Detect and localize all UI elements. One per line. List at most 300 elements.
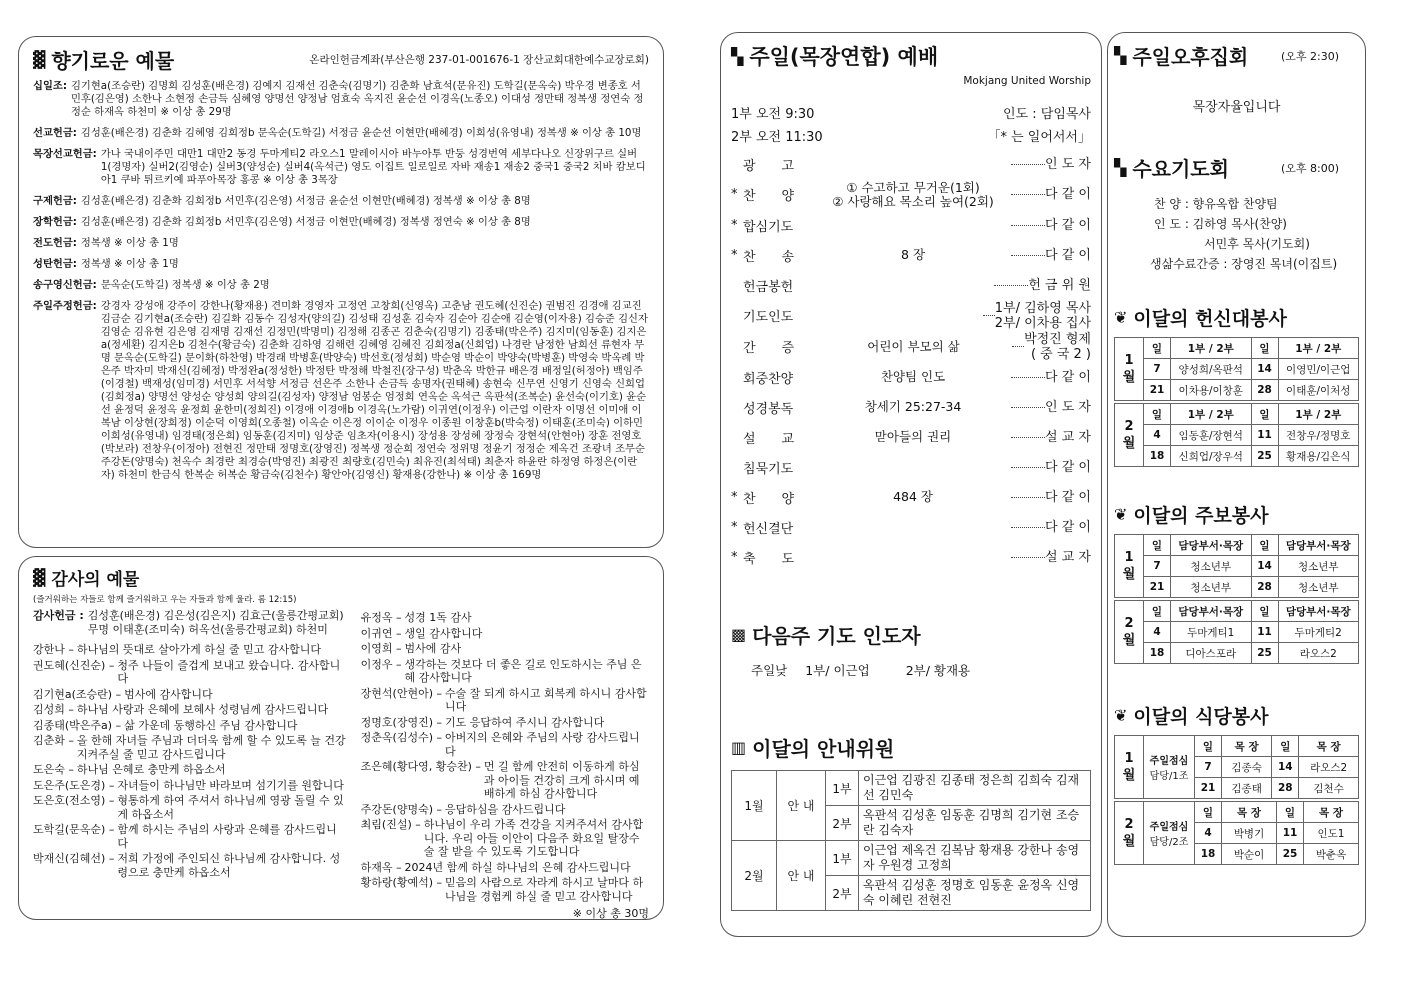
offering-label: 주일주정헌금: [33,300,97,312]
thanks-entry [361,611,649,625]
order-person: 헌 금 위 원 [1028,277,1091,293]
offering-label: 구제헌금: [33,195,77,207]
offering-names: 김성훈(배은경) 김춘화 김희정b 서민후(김은영) 서정금 윤순선 이현만(배혜경) 정복생 ※ 이상 총 8명 [80,195,531,207]
guide-role: 안 내 [777,771,826,841]
thanks-name: 이귀연 – [360,626,402,640]
assignee-cell: 라오스2 [1299,757,1359,778]
thanks-entry [33,659,347,686]
thanks-entry [33,823,347,850]
next-prayer-1: 1부/ 이근업 [805,663,870,678]
assignee-cell: 청소년부 [1278,577,1359,598]
assignee-cell: 황재용/김은식 [1278,446,1359,467]
order-line [731,210,1091,240]
next-prayer-2: 2부/ 황재용 [905,663,971,678]
header-cell: 일 [1251,535,1278,556]
month-cell: 2 월 [1115,404,1144,467]
header-cell: 일 [1144,338,1171,359]
order-name: 합심기도 [743,219,794,235]
order-line [731,362,1091,392]
thanks-name: 황하랑(황예석) – [360,876,442,889]
thanks-name: 정춘옥(김성수) – [360,731,442,744]
day-cell: 14 [1272,757,1299,778]
order-line [731,149,1091,179]
day-cell: 4 [1144,622,1171,643]
offering-title: ▓ 향기로운 예물 [33,49,175,73]
wednesday-leader-2: 서민후 목사(기도회) [1204,237,1310,251]
assignee-cell: 김종태 [1222,778,1272,799]
day-cell: 21 [1195,778,1222,799]
assignee-cell: 청소년부 [1171,577,1252,598]
thanks-text: 삶 가운데 동행하신 주님 감사합니다 [124,718,298,732]
checker-icon: ▚ [1114,158,1127,177]
thanks-name: 김기현a(조승란) – [33,687,122,701]
order-star: * [731,489,738,505]
thanks-name: 유정옥 – [360,611,402,624]
dotted-leader [1011,225,1045,226]
assignee-cell: 김천수 [1299,778,1359,799]
worship-time-1: 1부 오전 9:30 [731,107,815,122]
day-cell: 21 [1144,380,1171,401]
offering-label: 장학헌금: [33,216,77,228]
dotted-leader [1011,557,1045,558]
order-star: * [731,247,738,263]
thanks-text: 아버지의 은혜와 주님의 사랑 감사드립니다 [445,731,640,758]
order-person: 박정진 형제 ( 중 국 2 ) [1024,331,1091,362]
thanks-entry [33,688,347,702]
header-cell: 목 장 [1304,802,1359,823]
offering-item [33,195,649,208]
order-person: 다 같 이 [1045,247,1091,263]
thanks-name: 이영희 – [360,642,402,655]
day-cell: 28 [1251,380,1278,401]
assignee-cell: 양성희/옥판석 [1171,359,1252,380]
thanks-name: 박재신(김혜선) – [33,852,115,865]
order-name: 헌금봉헌 [743,279,794,295]
dotted-leader [1012,346,1024,347]
order-name: 찬 양 [743,491,795,507]
order-name: 침묵기도 [743,461,794,477]
offering-item [33,258,649,271]
day-cell: 18 [1195,844,1222,865]
order-person: 다 같 이 [1045,459,1091,475]
order-name: 회중찬양 [743,371,794,387]
dotted-leader [1011,467,1045,468]
header-cell: 일 [1251,338,1278,359]
guide-row [732,771,1091,806]
vertical-bars-icon: ▥ [731,738,747,757]
order-person: 다 같 이 [1045,217,1091,233]
thanks-entry [33,719,347,733]
header-cell: 1부 / 2부 [1278,404,1359,425]
order-star: * [731,549,738,565]
assignee-cell: 전창우/정명호 [1278,425,1359,446]
thanks-text: 믿음의 사람으로 자라게 하시고 날마다 하나님을 경험케 하실 줄 믿고 감사합니다 [445,876,644,903]
meal-label: 주일점심 담당/1조 [1144,736,1195,799]
worship-stand-note: 「* 는 일어서서」 [987,130,1091,145]
day-cell: 28 [1272,778,1299,799]
guide-month: 2월 [732,841,777,911]
offering-panel [18,36,664,548]
header-cell: 담당부서·목장 [1278,535,1359,556]
offering-names: 정복생 ※ 이상 총 1명 [80,258,179,270]
offering-label: 목장선교헌금: [33,148,97,160]
worship-time-2: 2부 오전 11:30 [731,130,823,145]
order-line [731,179,1091,210]
thanks-name: 도학길(문옥순) – [33,823,115,836]
header-cell: 일 [1144,601,1171,622]
month-cell: 1 월 [1115,736,1144,799]
day-cell: 25 [1251,643,1278,664]
month-table [1114,600,1359,664]
guide-part: 1부 [826,841,859,876]
header-cell: 1부 / 2부 [1171,338,1252,359]
thanks-name: 도은숙 – [33,763,74,776]
day-cell: 7 [1144,359,1171,380]
header-cell: 일 [1195,802,1222,823]
thanks-text: 형통하게 하여 주셔서 하나님께 영광 돌릴 수 있게 하옵소서 [117,794,344,821]
diagonal-hatch-icon: ▩ [731,625,747,644]
worship-order [731,149,1091,572]
dotted-leader [983,315,995,316]
offering-item [33,127,649,140]
thanks-text: 하나님의 뜻대로 살아가게 하실 줄 믿고 감사합니다 [76,643,321,656]
day-cell: 11 [1251,425,1278,446]
thanks-name: 조은혜(황다영, 황승찬) – [360,760,481,773]
thanks-entry [361,803,649,817]
worship-leader: 인도 : 담임목사 [1003,107,1091,122]
thanks-text: 함께 하시는 주님의 사랑과 은혜를 감사드립니다 [117,823,337,850]
offering-label: 전도헌금: [33,237,77,249]
assignee-cell: 김종숙 [1222,757,1272,778]
thanks-entry [33,852,347,879]
month-cell: 1 월 [1115,535,1144,598]
order-line [731,300,1091,331]
offering-names: 김성훈(배은경) 김춘화 김혜영 김희정b 문옥순(도학길) 서정금 윤순선 이현만(배혜경) 이희성(유영내) 정복생 ※ 이상 총 10명 [80,127,642,139]
assignee-cell: 박병기 [1222,823,1277,844]
month-table [1114,735,1359,799]
thanks-entry [33,779,347,793]
thanks-text: 올 한해 자녀들 주님과 더더욱 함께 할 수 있도록 늘 건강 지켜주실 줄 믿고 감사드립니다 [76,734,346,761]
month-table [1114,534,1359,598]
thanks-text: 하나님 사랑과 은혜에 보혜사 성령님께 감사드립니다 [76,703,329,716]
thanks-entry [33,763,347,777]
order-line [731,240,1091,270]
dedication-title: ❦ 이달의 헌신대봉사 [1114,308,1287,330]
wednesday-testimony: 생삶수료간증 : 장영진 목녀(이집트) [1150,257,1338,271]
dotted-leader [1011,164,1045,165]
order-line [731,422,1091,452]
order-content: 484 장 [893,489,933,504]
thanks-entry [361,760,649,801]
thanks-name: 장현석(안현아) – [360,686,442,700]
thanks-name: 김성희 – [33,703,74,716]
month-cell: 2 월 [1115,802,1144,865]
assignee-cell: 이차용/이창훈 [1171,380,1252,401]
offering-item [33,300,649,482]
thanks-name: 정명호(장영진) – [360,715,442,729]
thanks-text: 자녀들이 하나님만 바라보며 섬기기를 원합니다 [117,778,344,792]
assignee-cell: 이태훈/이처성 [1278,380,1359,401]
assignee-cell: 디아스포라 [1171,643,1252,664]
checker-icon: ▚ [731,46,744,66]
afternoon-title: ▚ 주일오후집회 [1114,45,1249,69]
clover-icon: ❦ [1114,706,1128,725]
order-name: 헌신결단 [743,521,794,537]
thanks-verse: (즐거워하는 자들로 함께 즐거워하고 우는 자들과 함께 울라. 롬 12:15) [33,595,297,605]
header-cell: 담당부서·목장 [1171,601,1252,622]
dotted-leader [1011,497,1045,498]
thanks-name: 권도혜(신진순) – [33,658,115,672]
thanks-total: ※ 이상 총 30명 [572,907,649,920]
dotted-leader [994,285,1028,286]
thanks-name: 주강돈(양명숙) – [360,802,442,816]
worship-subtitle: Mokjang United Worship [963,75,1091,87]
worship-title: ▚ 주일(목장연합) 예배 [731,45,939,69]
afternoon-time: (오후 2:30) [1280,49,1339,63]
order-name: 찬 송 [743,249,795,265]
day-cell: 21 [1144,577,1171,598]
offering-names: 가나 국내이주민 대만1 대만2 동경 두마게티2 라오스1 말레이시아 바누아투 반둥 성경번역 세부다나오 신장위구르 실버1(경명자) 실버2(김영순) 실버3(양성순) 실버4(옥석근) 영도 이집트 일로일로 자바 재송1 재송2 중국1 중국2 치바 캄보디아1 쿠바 튀르키예 파푸아목장 홍콩 ※ 이상 총 3목장 [100,148,646,186]
header-cell: 일 [1251,601,1278,622]
assignee-cell: 인도1 [1304,823,1359,844]
order-name: 간 증 [743,341,795,356]
right-panel [1107,32,1366,937]
assignee-cell: 두마게티2 [1278,622,1359,643]
thanks-head-label: 감사헌금 : [33,609,84,622]
day-cell: 14 [1251,359,1278,380]
thanks-text: 성경 1독 감사 [404,611,472,624]
order-line [731,392,1091,422]
day-cell: 11 [1277,823,1304,844]
afternoon-text: 목장자율입니다 [1192,100,1281,115]
offering-names: 강경자 강성애 강주이 강한나(황재용) 견미화 경영자 고정연 고창희(신영옥) 고춘남 권도혜(신진순) 권범진 김경애 김교진 김금순 김기현a(조승란) 김길화 김동수 김성자(양의길) 김성태 김성훈 김숙자 김순아 김순애 김순영(이자용) 김승준 김신자 김영순 김유현 김은영 김재명 김재선 김정민(박명미) 김정해 김종곤 김춘숙(김명기) 김종태(박은주) 김지미(임동훈) 김지은a(정세환) 김지은b 김천수(황금숙) 김춘화 김하영 김해련 김혜영 김혜진 김희정a(신희업) 나경란 남정한 남희선 류현자 무명 문옥순(도학길) 문이화(하찬영) 박경래 박병훈(박양숙) 박선호(정성희) 박순영 박순이 박양숙(박병훈) 박영숙 박옥례 박은주 박자미 박재신(김혜정) 박정완a(정성한) 박정탄 박정해 박철진(장구성) 박춘옥 박한규 배은경 배정일(허정아) 백임주(이경철) 백재성(임미경) 서민후 서석향 서정금 선은주 소한나 손금득 송명자(권태혜) 송현숙 신무연 신영기 신영숙 신희업(김희정a) 양명선 양성순 양성희 양의길(김성자) 양정남 엄봉순 엄정희 연옥순 옥석근 옥판석(조복순) 윤선숙(이기호) 윤순선 윤정덕 윤정옥 윤정희 윤한미(정희진) 이경애 이경애b 이경옥(노가람) 이귀연(이정우) 이근업 이란자 이명선 이미애 이복남 이상현(장희정) 이순덕 이영희(오종철) 이옥순 이은정 이이순 이정우 이종원 이창훈b(박숙정) 이태훈(조미숙) 이하민 이희성(유영내) 임경태(정은희) 임동훈(김지미) 임상준 임초자(이용시) 장성용 장성혜 장정숙 장현석(안현아) 장훈 전영호(박보라) 전창우(이정아) 전현진 정만태 정명호(장영진) 정복생 정순희 정연숙 정위명 정윤기 정정순 제옥건 조광녀 조무순 주강돈(양명숙) 천옥수 최경란 최경승(박영진) 최광진 최량호(김민숙) 최유진(최석태) 최춘자 하윤란 하정영 하정은(이란자) 하천미 한금식 한복순 허복순 황금숙(김천수) 황안아(김영신) 황재용(강한나) ※ 이상 총 169명 [100,300,648,481]
account-info: 온라인헌금계좌(부산은행 237-01-001676-1 장산교회대한예수교장로회) [309,54,649,66]
guide-names: 이근업 제옥건 김복남 황재용 강한나 송영자 우원경 고정희 [859,841,1091,876]
offering-names: 김기현a(조승란) 김명희 김성훈(배은경) 김예지 김재선 김춘숙(김명기) 김춘화 남효석(문유진) 도학길(문옥숙) 박우경 변종호 서민후(김은영) 소한나 소현정 손금득 심혜영 양명선 양정남 엄효숙 옥지진 윤순선 이경옥(노종오) 이대성 정만태 정복생 정연숙 정정순 하재옥 하천미 ※ 이상 총 29명 [70,80,644,118]
offering-names: 김성훈(배은경) 김춘화 김희정b 서민후(김은영) 서정금 이현만(배혜경) 정복생 정연숙 ※ 이상 총 8명 [80,216,531,228]
order-content: 어린이 부모의 삶 [867,338,960,354]
thanks-entry [361,861,649,875]
order-person: 다 같 이 [1045,519,1091,535]
header-cell: 일 [1277,802,1304,823]
thanks-entry [33,794,347,821]
order-person: 설 교 자 [1045,429,1091,445]
header-cell: 목 장 [1222,736,1272,757]
guide-names: 옥판석 김성훈 임동훈 김명희 김기현 조승란 김숙자 [859,806,1091,841]
order-person: 설 교 자 [1045,549,1091,565]
guide-part: 2부 [826,806,859,841]
day-cell: 4 [1195,823,1222,844]
hatched-square-icon: ▓ [33,568,46,587]
thanks-text: 기도 응답하여 주시니 감사합니다 [445,715,605,729]
dotted-leader [1011,194,1045,195]
offering-item [33,237,649,250]
day-cell: 4 [1144,425,1171,446]
guide-part: 2부 [826,876,859,911]
assignee-cell: 두마게티1 [1171,622,1252,643]
order-person: 다 같 이 [1045,489,1091,505]
order-star: * [731,217,738,233]
thanks-entry [361,818,649,859]
thanks-right-column [361,609,649,921]
header-cell: 담당부서·목장 [1278,601,1359,622]
thanks-name: 강한나 – [33,643,74,656]
day-cell: 18 [1144,446,1171,467]
guide-title: ▥ 이달의 안내위원 [731,737,895,761]
dotted-leader [1011,527,1045,528]
assignee-cell: 박순이 [1222,844,1277,865]
wednesday-leader-1: 인 도 : 김하영 목사(찬양) [1154,217,1287,231]
order-content: 찬양팀 인도 [880,369,946,384]
assignee-cell: 신희업/장우석 [1171,446,1252,467]
header-cell: 일 [1272,736,1299,757]
offering-label: 선교헌금: [33,127,77,139]
day-cell: 14 [1251,556,1278,577]
day-cell: 18 [1144,643,1171,664]
offering-item [33,148,649,187]
thanks-text: 범사에 감사 [404,642,462,655]
header-cell: 목 장 [1222,802,1277,823]
offering-names: 정복생 ※ 이상 총 1명 [80,237,179,249]
header-cell: 담당부서·목장 [1171,535,1252,556]
hatched-square-icon: ▓ [33,50,46,69]
thanks-name: 이정우 – [360,657,402,671]
thanks-panel [18,556,664,920]
thanks-name: 김춘화 – [33,734,74,747]
day-cell: 11 [1251,622,1278,643]
next-prayer-day: 주일낮 [751,663,788,678]
guide-role: 안 내 [777,841,826,911]
thanks-text: 청주 나들이 즐겁게 보내고 왔습니다. 감사합니다 [117,658,341,685]
assignee-cell: 청소년부 [1278,556,1359,577]
offering-list [33,80,649,482]
offering-item [33,216,649,229]
offering-label: 성탄헌금: [33,258,77,270]
next-prayer-title: ▩ 다음주 기도 인도자 [731,624,921,648]
wednesday-praise: 찬 양 : 향유옥합 찬양팀 [1154,197,1278,211]
day-cell: 7 [1144,556,1171,577]
offering-item [33,80,649,119]
order-person: 다 같 이 [1045,369,1091,385]
thanks-name: 도은주(도은경) – [33,778,115,792]
thanks-text: 생각하는 것보다 더 좋은 길로 인도하시는 주님 은혜 감사합니다 [404,657,642,684]
thanks-entry [361,687,649,714]
order-name: 성경봉독 [743,401,794,417]
clover-icon: ❦ [1114,505,1128,524]
order-name: 광 고 [743,158,795,174]
thanks-entry [361,876,649,903]
thanks-text: 하나님 은혜로 충만케 하옵소서 [76,763,226,776]
header-cell: 일 [1144,404,1171,425]
thanks-name: 도은호(전소영) – [33,794,115,807]
month-table [1114,801,1359,865]
dotted-leader [1011,377,1045,378]
header-cell: 일 [1251,404,1278,425]
thanks-name: 하재옥 – [360,860,402,874]
thanks-head-text: 김성훈(배은경) 김은성(김은지) 김효근(울릉간평교회) 무명 이태훈(조미숙) 허옥선(울릉간평교회) 하천미 [87,609,344,636]
order-line [731,482,1091,512]
order-line [731,331,1091,362]
meal-title: ❦ 이달의 식당봉사 [1114,706,1269,728]
order-person: 1부/ 김하영 목사 2부/ 이차용 집사 [994,300,1091,331]
month-cell: 1 월 [1115,338,1144,401]
header-cell: 일 [1144,535,1171,556]
guide-part: 1부 [826,771,859,806]
thanks-entry [361,716,649,730]
assignee-cell: 박춘옥 [1304,844,1359,865]
thanks-entry [33,703,347,717]
order-content: ① 수고하고 무거운(1회) ② 사랑해요 목소리 높여(2회) [832,179,994,209]
order-person: 다 같 이 [1045,187,1091,202]
order-content: 맏아들의 권리 [874,429,952,444]
dotted-leader [1011,407,1045,408]
clover-icon: ❦ [1114,308,1128,327]
offering-names: 문옥순(도학길) 정복생 ※ 이상 총 2명 [100,279,270,291]
thanks-text: 저희 가정에 주인되신 하나님께 감사합니다. 성령으로 충만케 하옵소서 [117,852,341,879]
day-cell: 25 [1277,844,1304,865]
guide-table [731,770,1091,911]
thanks-text: 수술 잘 되게 하시고 회복케 하시니 감사합니다 [445,686,647,713]
order-name: 찬 양 [743,189,795,204]
day-cell: 28 [1251,577,1278,598]
order-name: 축 도 [743,551,795,567]
thanks-name: 최림(진설) – [360,818,421,831]
day-cell: 7 [1195,757,1222,778]
day-cell: 25 [1251,446,1278,467]
order-star: * [731,187,738,202]
assignee-cell: 청소년부 [1171,556,1252,577]
meal-label: 주일점심 담당/2조 [1144,802,1195,865]
order-name: 설 교 [743,431,795,447]
thanks-entry [33,643,347,657]
order-name: 기도인도 [743,310,794,325]
month-table [1114,337,1359,401]
order-person: 인 도 자 [1045,399,1091,415]
thanks-text: 응답하심을 감사드립니다 [445,802,566,816]
month-table [1114,403,1359,467]
assignee-cell: 라오스2 [1278,643,1359,664]
guide-row [732,841,1091,876]
guide-names: 옥판석 김성훈 정명호 임동훈 윤정옥 신영숙 이혜린 전현진 [859,876,1091,911]
wednesday-title: ▚ 수요기도회 [1114,157,1229,181]
order-line [731,452,1091,482]
thanks-text: 범사에 감사합니다 [124,687,213,701]
order-line [731,270,1091,300]
month-cell: 2 월 [1115,601,1144,664]
thanks-name: 김종태(박은주a) – [33,718,122,732]
thanks-title: ▓ 감사의 예물 [33,568,140,590]
header-cell: 1부 / 2부 [1278,338,1359,359]
order-person: 인 도 자 [1045,156,1091,172]
header-cell: 1부 / 2부 [1171,404,1252,425]
order-line [731,542,1091,572]
checker-icon: ▚ [1114,46,1127,65]
guide-names: 이근업 김광진 김종태 정은희 김희숙 김재선 김민숙 [859,771,1091,806]
offering-label: 십일조: [33,80,67,92]
order-content: 창세기 25:27-34 [864,399,962,414]
header-cell: 일 [1195,736,1222,757]
bulletin-title: ❦ 이달의 주보봉사 [1114,505,1269,527]
order-content: 8 장 [901,247,926,262]
thanks-text: 하나님이 우리 가족 건강을 지켜주셔서 감사합니다. 우리 아들 이안이 다음주 화요일 탈장수술 잘 받을 수 있도록 기도합니다 [423,818,644,858]
dotted-leader [1011,255,1045,256]
thanks-entry [361,658,649,685]
thanks-entry [33,734,347,761]
order-line [731,512,1091,542]
offering-item [33,279,649,292]
dotted-leader [1011,437,1045,438]
thanks-text: 먼 길 함께 안전히 이동하게 하심과 아이들 건강히 크게 하시며 예배하게 하심 감사합니다 [483,760,640,800]
